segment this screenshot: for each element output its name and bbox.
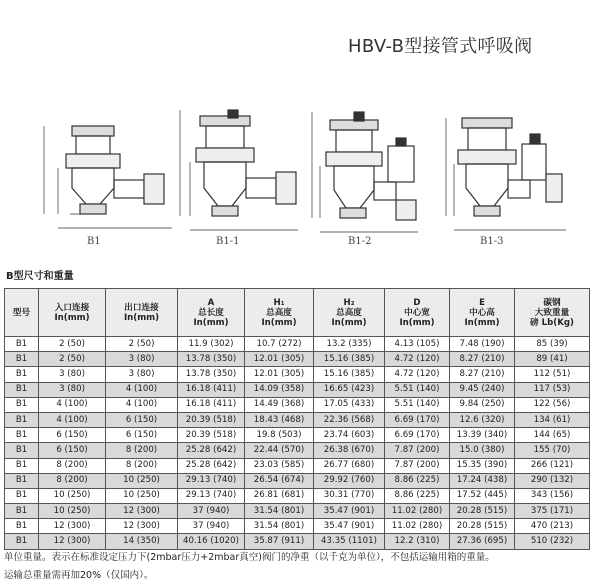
cell-h1: 26.54 (674) — [245, 473, 314, 488]
table-row — [5, 367, 590, 382]
cell-e: 9.45 (240) — [450, 382, 515, 397]
cell-model: B1 — [5, 458, 39, 473]
table-row — [5, 397, 590, 412]
cell-e: 27.36 (695) — [450, 534, 515, 549]
cell-h2: 15.16 (385) — [314, 352, 385, 367]
valve-drawings — [0, 88, 600, 254]
cell-h2: 16.65 (423) — [314, 382, 385, 397]
drawing-b1-2 — [312, 112, 418, 232]
cell-a: 37 (940) — [178, 504, 245, 519]
table-body — [5, 337, 590, 550]
cell-inlet: 4 (100) — [39, 397, 106, 412]
cell-model: B1 — [5, 412, 39, 427]
table-row — [5, 504, 590, 519]
cell-d: 8.86 (225) — [385, 488, 450, 503]
table-row — [5, 412, 590, 427]
cell-a: 25.28 (642) — [178, 458, 245, 473]
drawing-label-b1-2: B1-2 — [348, 236, 372, 247]
cell-weight: 144 (65) — [515, 428, 590, 443]
cell-outlet: 4 (100) — [106, 397, 178, 412]
cell-h2: 35.47 (901) — [314, 519, 385, 534]
cell-h1: 23.03 (585) — [245, 458, 314, 473]
cell-h2: 15.16 (385) — [314, 367, 385, 382]
cell-d: 4.13 (105) — [385, 337, 450, 352]
cell-weight: 510 (232) — [515, 534, 590, 549]
cell-a: 40.16 (1020) — [178, 534, 245, 549]
cell-d: 5.51 (140) — [385, 397, 450, 412]
cell-e: 20.28 (515) — [450, 504, 515, 519]
table-row — [5, 352, 590, 367]
table-row — [5, 337, 590, 352]
cell-inlet: 12 (300) — [39, 519, 106, 534]
header-model: 型号 — [5, 289, 39, 337]
cell-inlet: 6 (150) — [39, 428, 106, 443]
cell-weight: 343 (156) — [515, 488, 590, 503]
header-a: A 总长度 In(mm) — [178, 289, 245, 337]
table-row — [5, 534, 590, 549]
cell-model: B1 — [5, 382, 39, 397]
cell-model: B1 — [5, 504, 39, 519]
cell-model: B1 — [5, 534, 39, 549]
cell-a: 13.78 (350) — [178, 367, 245, 382]
cell-e: 8.27 (210) — [450, 352, 515, 367]
cell-outlet: 6 (150) — [106, 412, 178, 427]
table-row — [5, 458, 590, 473]
drawing-b1 — [44, 126, 172, 228]
cell-e: 17.52 (445) — [450, 488, 515, 503]
header-e: E 中心高 In(mm) — [450, 289, 515, 337]
cell-inlet: 8 (200) — [39, 473, 106, 488]
cell-model: B1 — [5, 337, 39, 352]
cell-h1: 35.87 (911) — [245, 534, 314, 549]
cell-inlet: 2 (50) — [39, 352, 106, 367]
cell-outlet: 14 (350) — [106, 534, 178, 549]
cell-inlet: 12 (300) — [39, 534, 106, 549]
table-row — [5, 473, 590, 488]
cell-model: B1 — [5, 519, 39, 534]
drawing-label-b1: B1 — [87, 236, 101, 247]
cell-d: 4.72 (120) — [385, 367, 450, 382]
cell-model: B1 — [5, 397, 39, 412]
cell-inlet: 4 (100) — [39, 412, 106, 427]
header-weight: 碳钢 大致重量 磅 Lb(Kg) — [515, 289, 590, 337]
table-row — [5, 382, 590, 397]
footnote-unit-weight: 单位重量。表示在标准设定压力下(2mbar压力+2mbar真空)阀门的净重（以千克为单位），不包括运输用箱的重量。 — [4, 552, 495, 563]
table-row — [5, 428, 590, 443]
cell-h2: 26.77 (680) — [314, 458, 385, 473]
cell-d: 11.02 (280) — [385, 504, 450, 519]
cell-e: 17.24 (438) — [450, 473, 515, 488]
cell-model: B1 — [5, 352, 39, 367]
cell-e: 20.28 (515) — [450, 519, 515, 534]
cell-e: 12.6 (320) — [450, 412, 515, 427]
cell-outlet: 6 (150) — [106, 428, 178, 443]
cell-d: 7.87 (200) — [385, 458, 450, 473]
cell-h2: 23.74 (603) — [314, 428, 385, 443]
cell-e: 8.27 (210) — [450, 367, 515, 382]
drawing-label-b1-3: B1-3 — [480, 236, 504, 247]
table-row — [5, 519, 590, 534]
cell-weight: 134 (61) — [515, 412, 590, 427]
cell-a: 29.13 (740) — [178, 473, 245, 488]
cell-weight: 117 (53) — [515, 382, 590, 397]
cell-a: 29.13 (740) — [178, 488, 245, 503]
cell-a: 25.28 (642) — [178, 443, 245, 458]
cell-outlet: 3 (80) — [106, 367, 178, 382]
cell-e: 15.35 (390) — [450, 458, 515, 473]
cell-h2: 26.38 (670) — [314, 443, 385, 458]
cell-inlet: 6 (150) — [39, 443, 106, 458]
cell-a: 13.78 (350) — [178, 352, 245, 367]
cell-d: 8.86 (225) — [385, 473, 450, 488]
cell-outlet: 2 (50) — [106, 337, 178, 352]
cell-a: 20.39 (518) — [178, 412, 245, 427]
cell-h2: 30.31 (770) — [314, 488, 385, 503]
cell-model: B1 — [5, 443, 39, 458]
cell-h2: 13.2 (335) — [314, 337, 385, 352]
cell-inlet: 8 (200) — [39, 458, 106, 473]
cell-outlet: 8 (200) — [106, 458, 178, 473]
cell-d: 6.69 (170) — [385, 412, 450, 427]
cell-weight: 375 (171) — [515, 504, 590, 519]
header-d: D 中心宽 In(mm) — [385, 289, 450, 337]
cell-h1: 14.09 (358) — [245, 382, 314, 397]
cell-h2: 43.35 (1101) — [314, 534, 385, 549]
cell-a: 37 (940) — [178, 519, 245, 534]
cell-model: B1 — [5, 473, 39, 488]
cell-outlet: 12 (300) — [106, 504, 178, 519]
cell-weight: 155 (70) — [515, 443, 590, 458]
header-inlet: 入口连接 In(mm) — [39, 289, 106, 337]
cell-a: 11.9 (302) — [178, 337, 245, 352]
table-header-row — [5, 289, 590, 337]
cell-d: 5.51 (140) — [385, 382, 450, 397]
table-row — [5, 443, 590, 458]
footnote-shipping: 运输总重量需再加20%（仅国内）。 — [4, 570, 154, 581]
cell-h1: 10.7 (272) — [245, 337, 314, 352]
cell-weight: 112 (51) — [515, 367, 590, 382]
cell-h2: 22.36 (568) — [314, 412, 385, 427]
header-h2: H₂ 总高度 In(mm) — [314, 289, 385, 337]
table-row — [5, 488, 590, 503]
cell-h1: 18.43 (468) — [245, 412, 314, 427]
cell-h1: 22.44 (570) — [245, 443, 314, 458]
header-outlet: 出口连接 In(mm) — [106, 289, 178, 337]
cell-weight: 85 (39) — [515, 337, 590, 352]
cell-outlet: 10 (250) — [106, 488, 178, 503]
cell-h1: 31.54 (801) — [245, 519, 314, 534]
drawing-label-b1-1: B1-1 — [216, 236, 240, 247]
cell-weight: 470 (213) — [515, 519, 590, 534]
cell-outlet: 12 (300) — [106, 519, 178, 534]
section-title: B型尺寸和重量 — [6, 271, 74, 282]
header-h1: H₁ 总高度 In(mm) — [245, 289, 314, 337]
cell-inlet: 3 (80) — [39, 382, 106, 397]
cell-h1: 19.8 (503) — [245, 428, 314, 443]
cell-h1: 14.49 (368) — [245, 397, 314, 412]
cell-d: 11.02 (280) — [385, 519, 450, 534]
cell-e: 9.84 (250) — [450, 397, 515, 412]
cell-h2: 35.47 (901) — [314, 504, 385, 519]
drawing-b1-3 — [446, 118, 566, 230]
cell-h2: 17.05 (433) — [314, 397, 385, 412]
cell-outlet: 8 (200) — [106, 443, 178, 458]
cell-h1: 12.01 (305) — [245, 367, 314, 382]
cell-e: 13.39 (340) — [450, 428, 515, 443]
cell-model: B1 — [5, 488, 39, 503]
cell-inlet: 10 (250) — [39, 504, 106, 519]
cell-weight: 89 (41) — [515, 352, 590, 367]
cell-d: 4.72 (120) — [385, 352, 450, 367]
cell-a: 20.39 (518) — [178, 428, 245, 443]
cell-inlet: 3 (80) — [39, 367, 106, 382]
cell-h2: 29.92 (760) — [314, 473, 385, 488]
cell-outlet: 4 (100) — [106, 382, 178, 397]
cell-weight: 266 (121) — [515, 458, 590, 473]
cell-outlet: 10 (250) — [106, 473, 178, 488]
cell-weight: 290 (132) — [515, 473, 590, 488]
spec-table — [4, 288, 590, 550]
cell-outlet: 3 (80) — [106, 352, 178, 367]
cell-weight: 122 (56) — [515, 397, 590, 412]
cell-inlet: 10 (250) — [39, 488, 106, 503]
cell-d: 12.2 (310) — [385, 534, 450, 549]
cell-inlet: 2 (50) — [39, 337, 106, 352]
cell-a: 16.18 (411) — [178, 382, 245, 397]
cell-model: B1 — [5, 367, 39, 382]
cell-h1: 31.54 (801) — [245, 504, 314, 519]
cell-model: B1 — [5, 428, 39, 443]
cell-e: 7.48 (190) — [450, 337, 515, 352]
page-title: HBV-B型接管式呼吸阀 — [348, 36, 533, 57]
cell-e: 15.0 (380) — [450, 443, 515, 458]
cell-d: 6.69 (170) — [385, 428, 450, 443]
cell-h1: 12.01 (305) — [245, 352, 314, 367]
cell-h1: 26.81 (681) — [245, 488, 314, 503]
cell-a: 16.18 (411) — [178, 397, 245, 412]
drawing-b1-1 — [180, 110, 298, 230]
cell-d: 7.87 (200) — [385, 443, 450, 458]
